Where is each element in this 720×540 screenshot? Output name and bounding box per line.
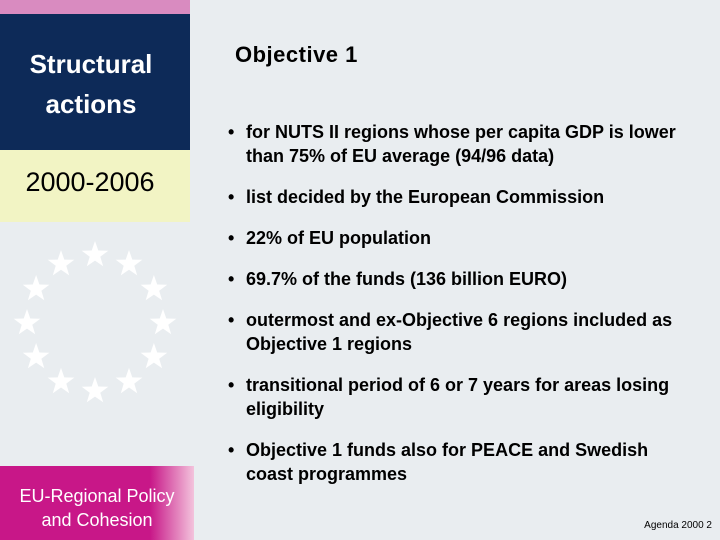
page-title: Objective 1 — [235, 42, 358, 67]
eu-label-line2: and Cohesion — [41, 510, 153, 530]
eu-regional-policy-box — [0, 466, 194, 540]
eu-star-icon — [116, 250, 143, 275]
bullet-text: outermost and ex-Objective 6 regions included as Objective 1 regions — [246, 310, 673, 354]
bullet-list — [228, 120, 698, 503]
bullet-dot: • — [228, 310, 235, 330]
bullet-text: Objective 1 funds also for PEACE and Swedish coast programmes — [246, 440, 649, 484]
bullet-dot: • — [228, 187, 235, 207]
eu-stars-circle-icon — [0, 240, 190, 410]
eu-star-icon — [23, 275, 50, 300]
bullet-dot: • — [228, 375, 235, 395]
bullet-text: transitional period of 6 or 7 years for areas losing eligibility — [246, 375, 670, 419]
eu-star-icon — [82, 377, 109, 402]
bullet-dot: • — [228, 122, 235, 142]
eu-star-icon — [48, 250, 75, 275]
pink-corner-bar — [0, 0, 190, 14]
eu-star-icon — [82, 241, 109, 266]
bullet-item — [228, 185, 698, 209]
bullet-text: for NUTS II regions whose per capita GDP is lower than 75% of EU average (94/96 data) — [246, 122, 676, 166]
years-box — [0, 150, 190, 222]
bullet-dot: • — [228, 269, 235, 289]
bullet-text: 22% of EU population — [246, 228, 432, 248]
sidebar-title-box — [0, 14, 190, 150]
eu-star-icon — [23, 343, 50, 368]
eu-star-icon — [150, 309, 177, 334]
bullet-item — [228, 308, 698, 356]
eu-regional-policy-label — [0, 484, 194, 532]
sidebar — [0, 14, 190, 540]
bullet-item — [228, 120, 698, 168]
bullet-dot: • — [228, 440, 235, 460]
bullet-dot: • — [228, 228, 235, 248]
bullet-item — [228, 373, 698, 421]
bullet-item — [228, 226, 698, 250]
bullet-item — [228, 267, 698, 291]
footer-page-number: Agenda 2000 2 — [644, 520, 712, 531]
bullet-item — [228, 438, 698, 486]
bullet-text: list decided by the European Commission — [246, 187, 605, 207]
eu-label-line1: EU-Regional Policy — [19, 486, 175, 506]
sidebar-title: Structural actions — [29, 49, 153, 119]
eu-star-icon — [48, 368, 75, 393]
eu-star-icon — [116, 368, 143, 393]
bullet-text: 69.7% of the funds (136 billion EURO) — [246, 269, 568, 289]
years-label: 2000-2006 — [25, 166, 155, 197]
eu-star-icon — [141, 275, 168, 300]
eu-star-icon — [141, 343, 168, 368]
eu-star-icon — [14, 309, 41, 334]
